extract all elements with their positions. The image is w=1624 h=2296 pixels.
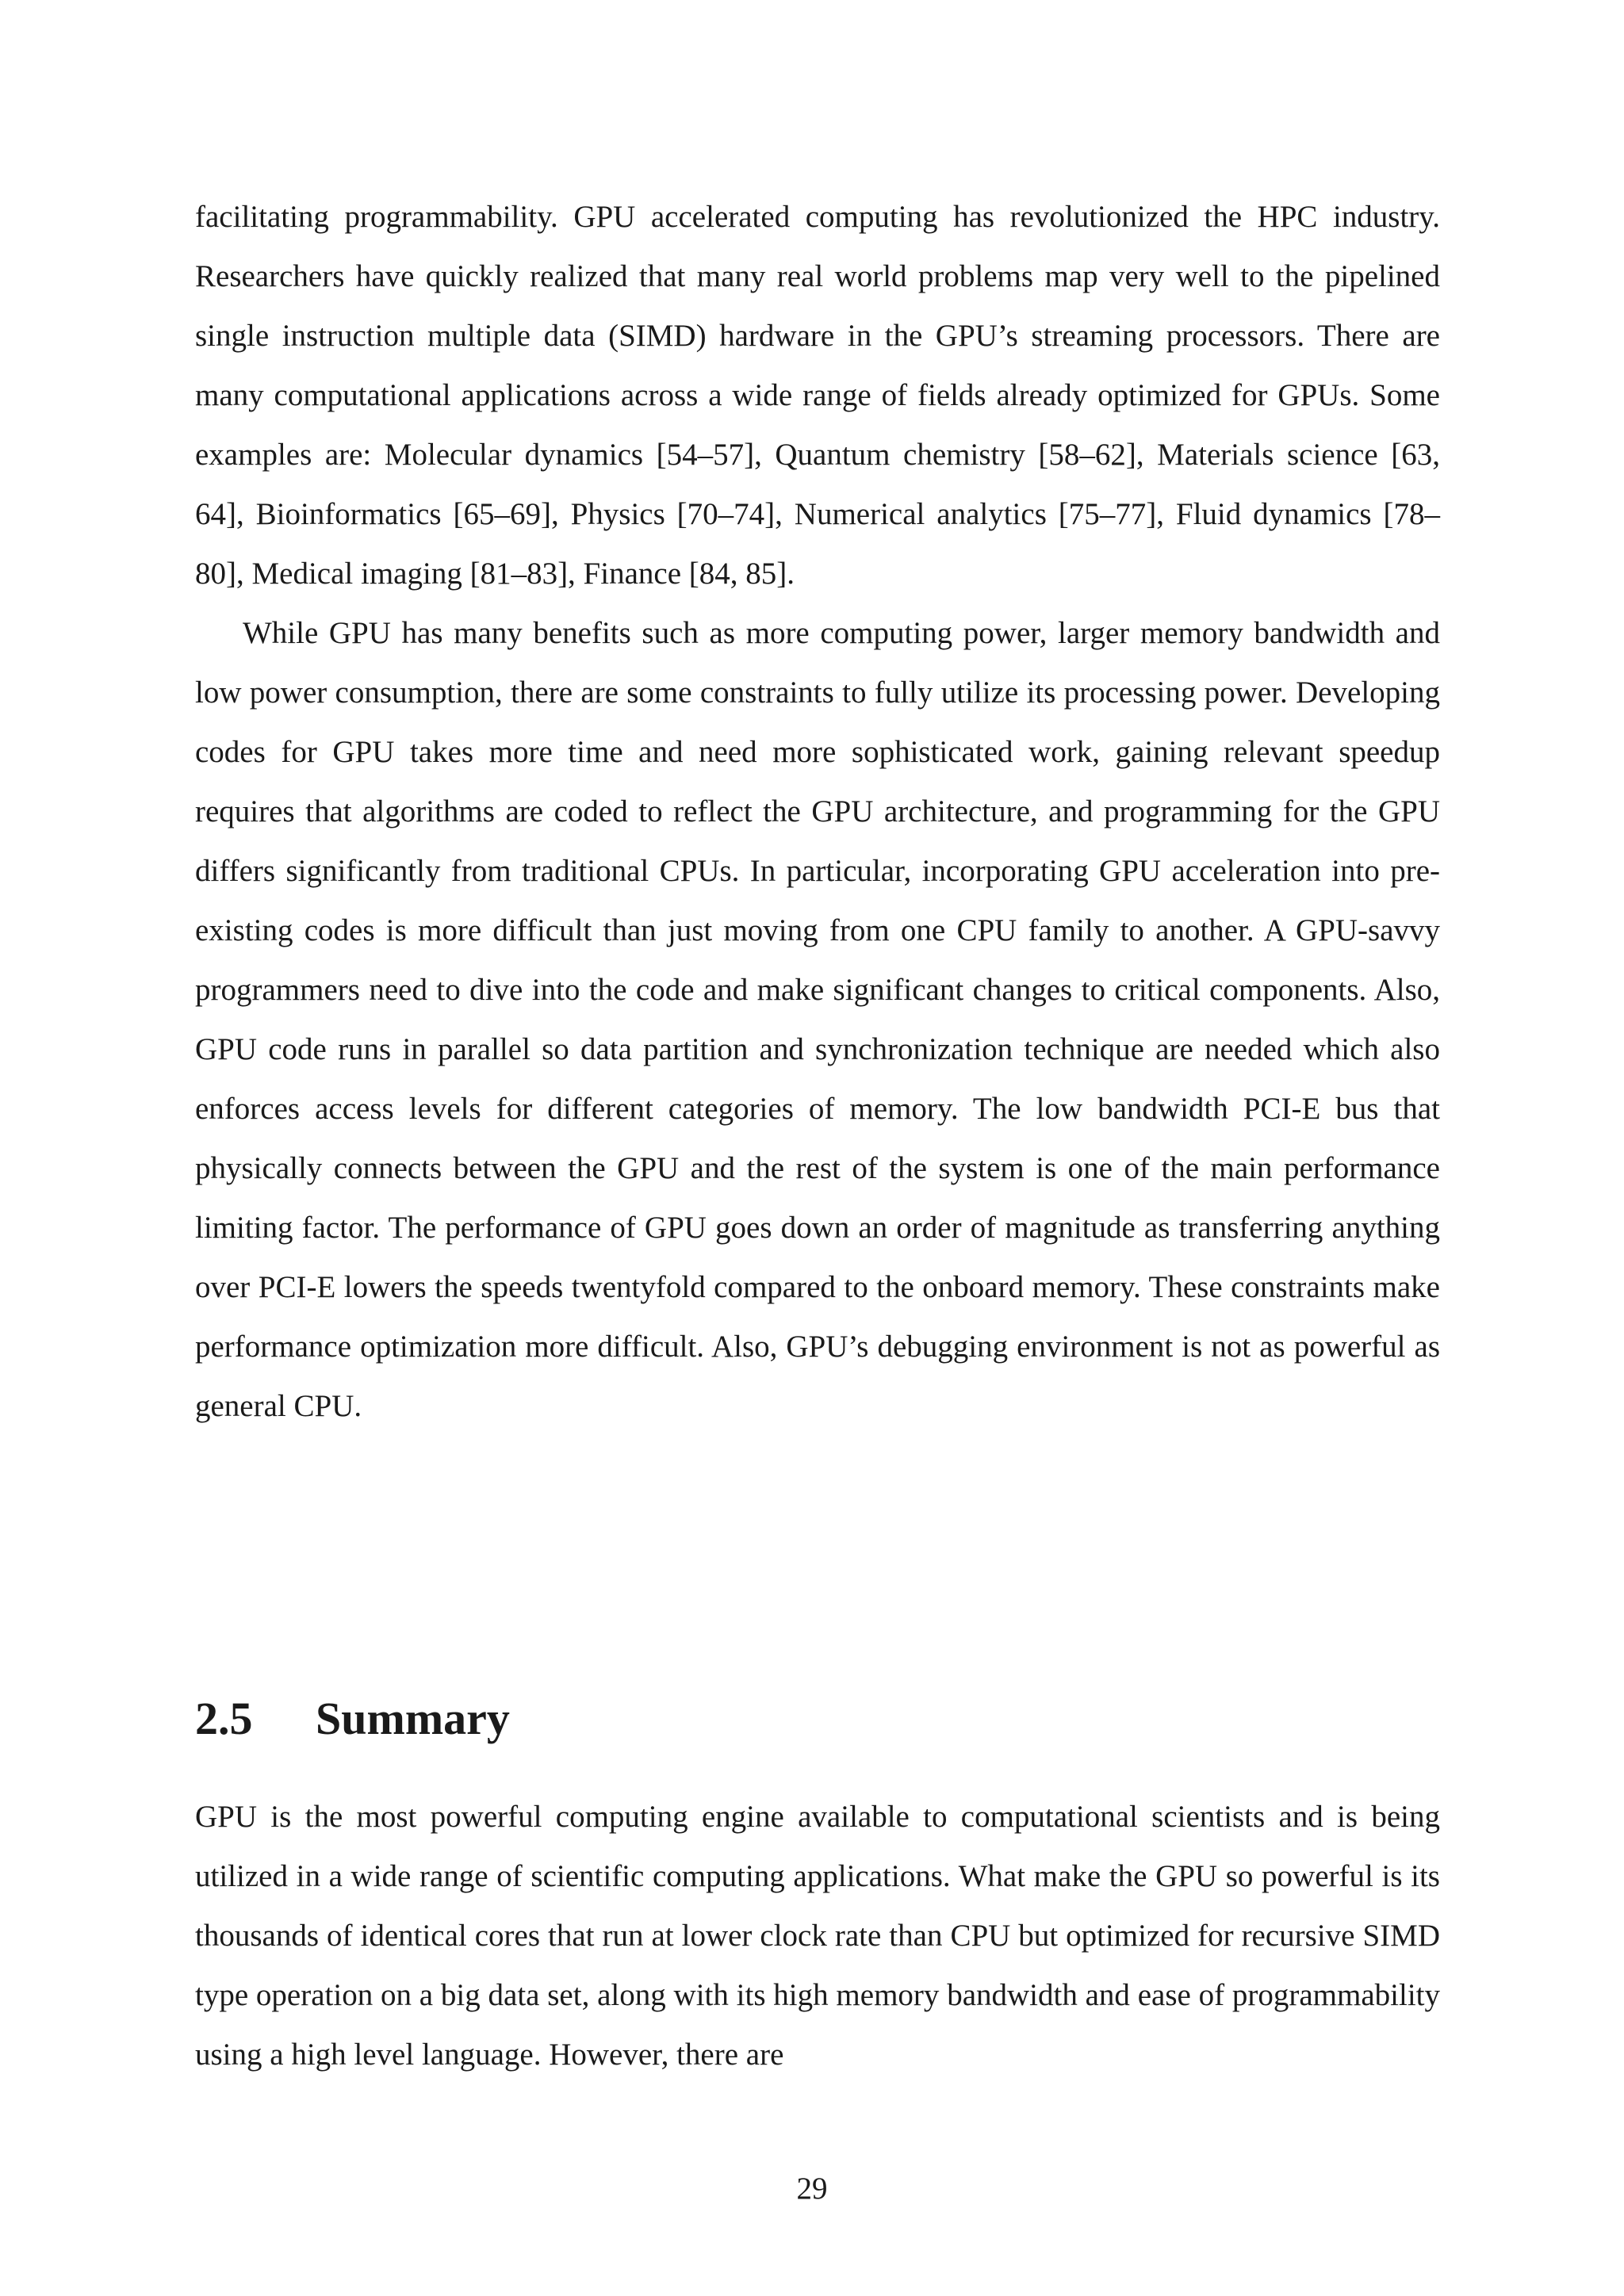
paragraph-gpu-applications: facilitating programmability. GPU accelerated computing has revolutionized the HPC industry. Researchers have quickly realized that many real world problems map very well to the pipelined single instruction multiple data (SIMD) hardware in the GPU’s streaming processors. There are many computational applications across a wide range of fields already optimized for GPUs. Some examples are: Molecular dynamics [54–57], Quantum chemistry [58–62], Materials science [63, 64], Bioinformatics [65–69], Physics [70–74], Numerical analytics [75–77], Fluid dynamics [78–80], Medical imaging [81–83], Finance [84, 85]. <box>195 200 1440 591</box>
paragraph-gpu-constraints: While GPU has many benefits such as more computing power, larger memory bandwidth and low power consumption, there are some constraints to fully utilize its processing power. Developing codes for GPU takes more time and need more sophisticated work, gaining relevant speedup requires that algorithms are coded to reflect the GPU architecture, and programming for the GPU differs significantly from traditional CPUs. In particular, incorporating GPU acceleration into pre-existing codes is more difficult than just moving from one CPU family to another. A GPU-savvy programmers need to dive into the code and make significant changes to critical components. Also, GPU code runs in parallel so data partition and synchronization technique are needed which also enforces access levels for different categories of memory. The low bandwidth PCI-E bus that physically connects between the GPU and the rest of the system is one of the main performance limiting factor. The performance of GPU goes down an order of magnitude as transferring anything over PCI-E lowers the speeds twentyfold compared to the onboard memory. These constraints make performance optimization more difficult. Also, GPU’s debugging environment is not as powerful as general CPU. <box>195 616 1440 1423</box>
section-number: 2.5 <box>195 1693 253 1744</box>
summary-text-block <box>195 1787 1440 2084</box>
paragraph-summary: GPU is the most powerful computing engine available to computational scientists and is being utilized in a wide range of scientific computing applications. What make the GPU so powerful is its thousands of identical cores that run at lower clock rate than CPU but optimized for recursive SIMD type operation on a big data set, along with its high memory bandwidth and ease of programmability using a high level language. However, there are <box>195 1800 1440 2072</box>
section-title: Summary <box>316 1693 510 1744</box>
body-text-block <box>195 187 1440 1436</box>
page-number: 29 <box>796 2172 828 2206</box>
section-heading <box>195 1687 510 1751</box>
